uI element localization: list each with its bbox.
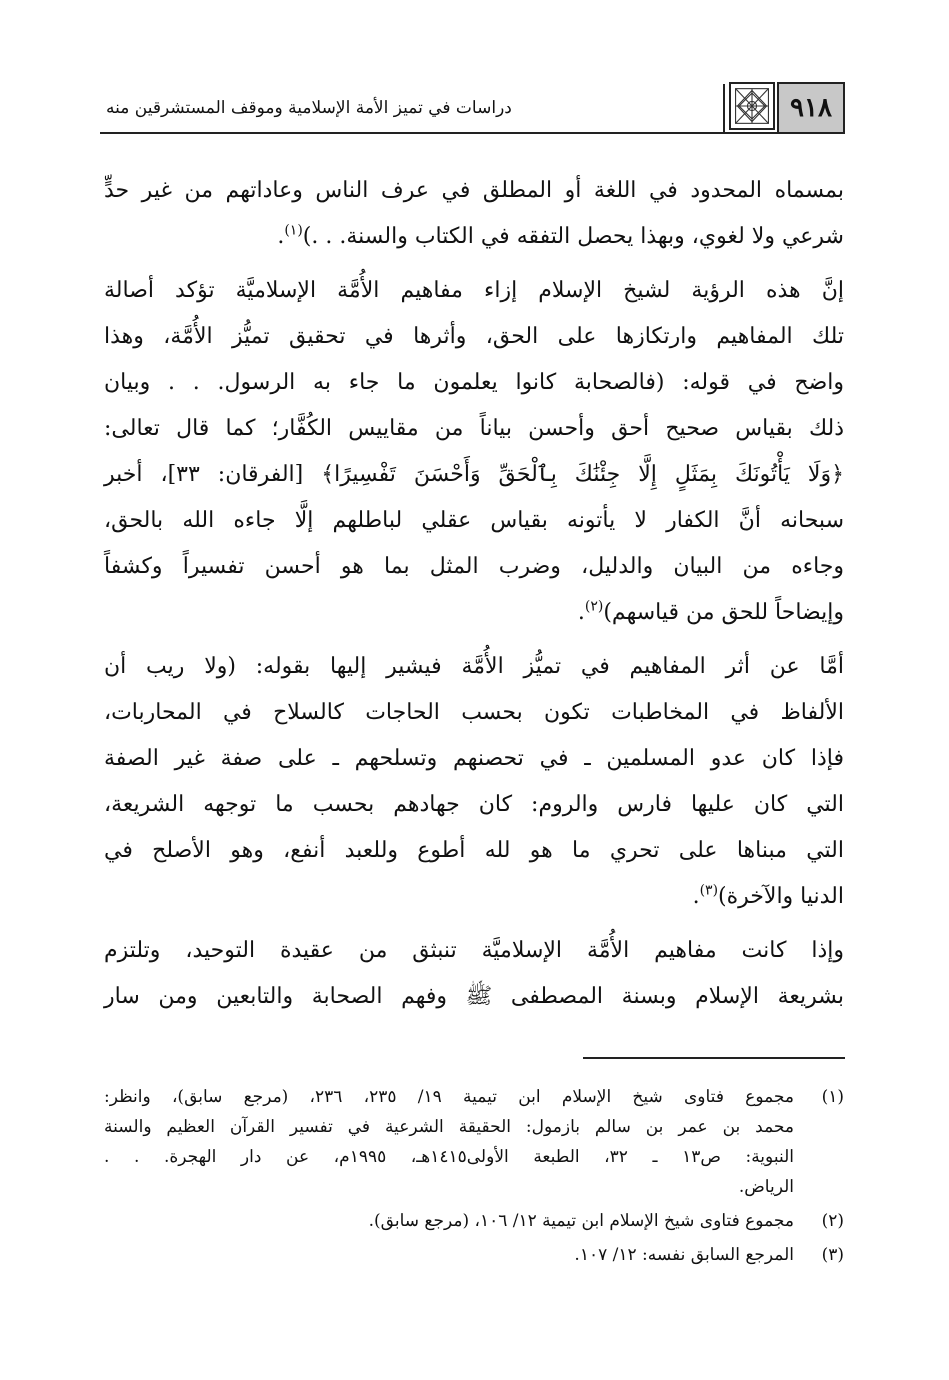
text-line: شرعي ولا لغوي، وبهذا يحصل التفقه في الكتاب والسنة. . .)$^{(١)}$. bbox=[277, 222, 844, 249]
footnote-line: المرجع السابق نفسه: ١٢/ ١٠٧. bbox=[574, 1245, 794, 1265]
text-line: بشريعة الإسلام وبسنة المصطفى ﷺ وفهم الصحابة والتابعين ومن سار bbox=[104, 984, 844, 1009]
text-line: ذلك بقياس صحيح أحق وأحسن بياناً من مقاييس الكُفَّار؛ كما قال تعالى: bbox=[104, 416, 844, 441]
text-line: الدنيا والآخرة)$^{(٣)}$. bbox=[692, 882, 844, 909]
body-text bbox=[104, 168, 844, 1020]
footnote-number: (١) bbox=[821, 1087, 844, 1107]
text-line: إنَّ هذه الرؤية لشيخ الإسلام إزاء مفاهيم الأُمَّة الإسلاميَّة تؤكد أصالة bbox=[104, 278, 844, 303]
paragraph bbox=[104, 168, 844, 260]
footnote-line: الرياض. bbox=[738, 1177, 794, 1197]
text-line: بمسماه المحدود في اللغة أو المطلق في عرف الناس وعاداتهم من غير حدٍّ bbox=[104, 178, 844, 203]
running-header bbox=[100, 78, 845, 134]
running-title: دراسات في تميز الأمة الإسلامية وموقف المستشرقين منه bbox=[106, 98, 512, 118]
footnote-line: مجموع فتاوى شيخ الإسلام ابن تيمية ١٢/ ١٠٦، (مرجع سابق). bbox=[368, 1211, 794, 1231]
footnote-marker[interactable]: (٢) bbox=[584, 598, 604, 615]
text-line: الألفاظ في المخاطبات تكون بحسب الحاجات كالسلاح في المحاربات، bbox=[104, 700, 844, 725]
text-line: واضح في قوله: (فالصحابة كانوا يعلمون ما جاء به الرسول. . . وبيان bbox=[104, 370, 844, 395]
quran-verse-line: ﴿وَلَا يَأْتُونَكَ بِمَثَلٍ إِلَّا جِئْنَٰكَ بِٱلْحَقِّ وَأَحْسَنَ تَفْسِيرًا﴾ [الفرقان: ٣٣]، أخبر bbox=[104, 462, 844, 487]
footnote-marker[interactable]: (١) bbox=[284, 222, 303, 239]
header-divider bbox=[723, 84, 725, 132]
text-line: وجاءه من البيان والدليل، وضرب المثل بما هو أحسن تفسيراً وكشفاً bbox=[104, 554, 844, 579]
paragraph bbox=[104, 928, 844, 1020]
text-line: سبحانه أنَّ الكفار لا يأتونه بقياس عقلي لباطلهم إلَّا جاءه الله بالحق، bbox=[104, 508, 844, 533]
footnote-separator bbox=[583, 1057, 845, 1059]
footnote-marker[interactable]: (٣) bbox=[699, 882, 719, 899]
paragraph bbox=[104, 644, 844, 920]
footnote-line: النبوية: ص١٣ ـ ٣٢، الطبعة الأولى١٤١٥هـ، ١٩٩٥م، عن دار الهجرة. . . bbox=[104, 1147, 794, 1167]
footnote-number: (٣) bbox=[821, 1245, 844, 1265]
header-rule bbox=[100, 132, 845, 134]
text-line: أمَّا عن أثر المفاهيم في تميُّز الأُمَّة فيشير إليها بقوله: (ولا ريب أن bbox=[104, 654, 844, 679]
text-line: التي كان عليها فارس والروم: كان جهادهم بحسب ما توجهه الشريعة، bbox=[104, 792, 844, 817]
footnote-line: مجموع فتاوى شيخ الإسلام ابن تيمية ١٩/ ٢٣٥، ٢٣٦، (مرجع سابق)، وانظر: bbox=[104, 1087, 795, 1107]
text-line: تلك المفاهيم وارتكازها على الحق، وأثرها في تحقيق تميُّز الأُمَّة، وهذا bbox=[104, 324, 844, 349]
footnote-1 bbox=[104, 1082, 844, 1202]
footnote-2 bbox=[104, 1206, 844, 1236]
text-line: وإذا كانت مفاهيم الأُمَّة الإسلاميَّة تنبثق من عقيدة التوحيد، وتلتزم bbox=[104, 938, 844, 963]
ornament-icon bbox=[729, 82, 775, 130]
text-line: التي مبناها على تحري ما هو لله أطوع وللعبد أنفع، وهو الأصلح في bbox=[104, 838, 844, 863]
text-line: فإذا كان عدو المسلمين ـ في تحصنهم وتسلحهم ـ على صفة غير الصفة bbox=[104, 746, 844, 771]
paragraph bbox=[104, 268, 844, 636]
footnotes bbox=[104, 1082, 844, 1270]
footnote-number: (٢) bbox=[821, 1211, 844, 1231]
page-number: ٩١٨ bbox=[777, 82, 845, 134]
footnote-3 bbox=[104, 1240, 844, 1270]
text-line: وإيضاحاً للحق من قياسهم)$^{(٢)}$. bbox=[577, 598, 844, 625]
footnote-line: محمد بن عمر بن سالم بازمول: الحقيقة الشرعية في تفسير القرآن العظيم والسنة bbox=[104, 1117, 794, 1137]
